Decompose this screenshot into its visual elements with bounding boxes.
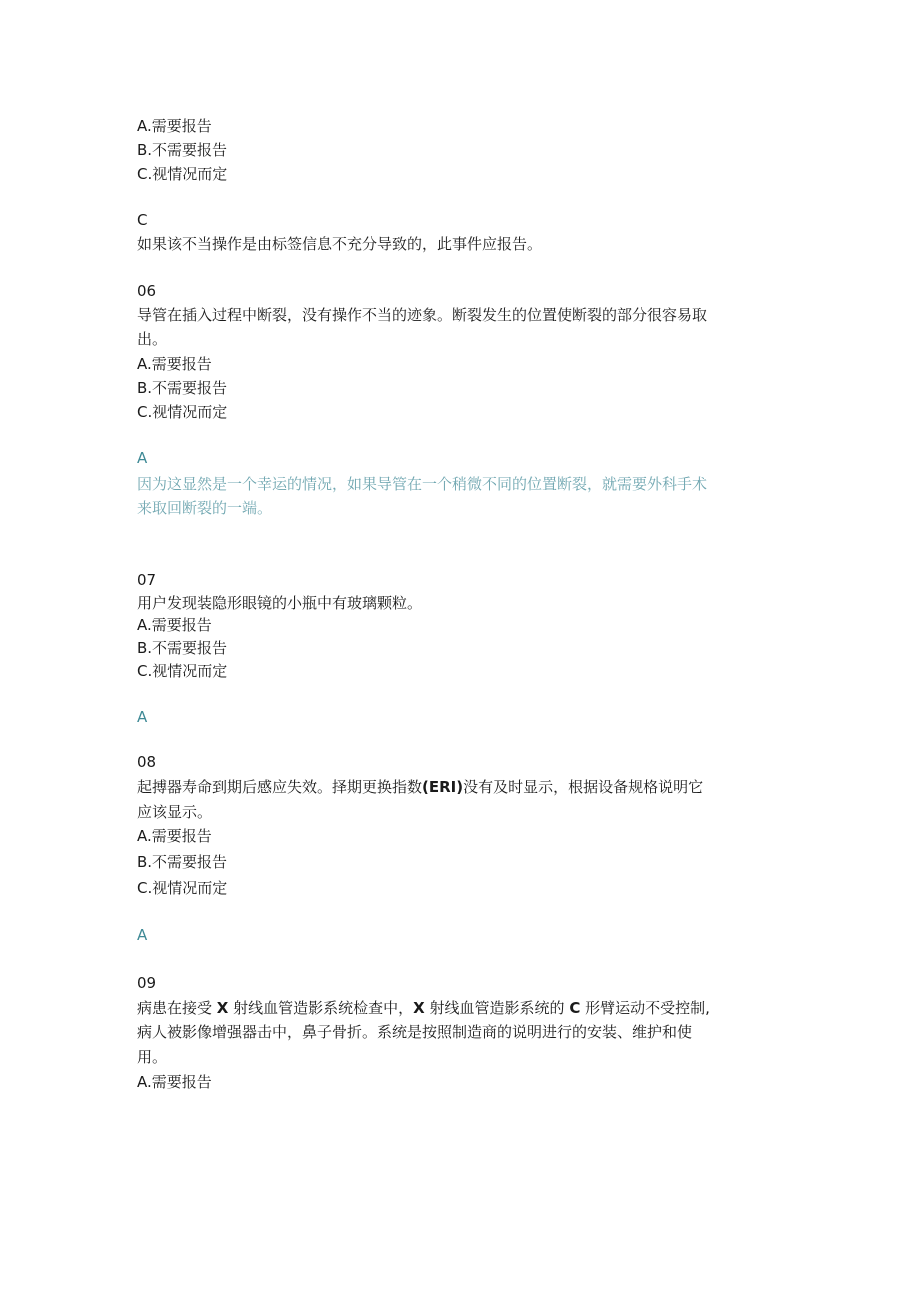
q06-answer: A xyxy=(137,449,148,467)
q09-text-line1-bold1: X xyxy=(216,999,229,1017)
q07-number: 07 xyxy=(137,571,157,589)
q06-explanation-line2: 来取回断裂的一端。 xyxy=(137,499,273,517)
q06-option-a: A.需要报告 xyxy=(137,355,212,373)
q09-text-line1-bold3: C xyxy=(569,999,581,1017)
q08-text-line1-bold: (ERI) xyxy=(422,778,464,796)
q06-text-line1: 导管在插入过程中断裂，没有操作不当的迹象。断裂发生的位置使断裂的部分很容易取 xyxy=(137,306,708,324)
q08-option-a: A.需要报告 xyxy=(137,827,212,845)
q08-option-c: C.视情况而定 xyxy=(137,879,228,897)
q09-text-line1-part3: 射线血管造影系统的 xyxy=(429,999,565,1017)
q09-text-line3: 用。 xyxy=(137,1048,168,1066)
q07-option-c: C.视情况而定 xyxy=(137,662,228,680)
q09-number: 09 xyxy=(137,974,157,992)
q08-text-line2: 应该显示。 xyxy=(137,803,213,821)
q09-text-line1 xyxy=(137,998,710,1018)
q05-option-a: A.需要报告 xyxy=(137,117,212,135)
q08-text-line1 xyxy=(137,777,703,797)
q09-text-line1-bold2: X xyxy=(413,999,425,1017)
q05-answer: C xyxy=(137,211,148,229)
q09-option-a: A.需要报告 xyxy=(137,1073,212,1091)
q07-option-a: A.需要报告 xyxy=(137,616,212,634)
q08-answer: A xyxy=(137,926,148,944)
q07-answer: A xyxy=(137,708,148,726)
q09-text-line1-part2: 射线血管造影系统检查中， xyxy=(233,999,414,1017)
q06-option-b: B.不需要报告 xyxy=(137,379,228,397)
q05-option-b: B.不需要报告 xyxy=(137,141,228,159)
q09-text-line1-part4: 形臂运动不受控制, xyxy=(585,999,710,1017)
q06-option-c: C.视情况而定 xyxy=(137,403,228,421)
q06-text-line2: 出。 xyxy=(137,330,168,348)
q06-explanation-line1: 因为这显然是一个幸运的情况，如果导管在一个稍微不同的位置断裂，就需要外科手术 xyxy=(137,475,708,493)
q08-number: 08 xyxy=(137,753,157,771)
q06-number: 06 xyxy=(137,282,157,300)
q09-text-line2: 病人被影像增强器击中，鼻子骨折。系统是按照制造商的说明进行的安装、维护和使 xyxy=(137,1023,693,1041)
q08-text-line1-pre: 起搏器寿命到期后感应失效。择期更换指数 xyxy=(137,778,423,796)
q07-text-line1: 用户发现装隐形眼镜的小瓶中有玻璃颗粒。 xyxy=(137,594,423,612)
q07-option-b: B.不需要报告 xyxy=(137,639,228,657)
q08-text-line1-post: 没有及时显示，根据设备规格说明它 xyxy=(463,778,704,796)
q05-explanation: 如果该不当操作是由标签信息不充分导致的，此事件应报告。 xyxy=(137,235,543,253)
q05-option-c: C.视情况而定 xyxy=(137,165,228,183)
q08-option-b: B.不需要报告 xyxy=(137,853,228,871)
q09-text-line1-part1: 病患在接受 xyxy=(137,999,213,1017)
